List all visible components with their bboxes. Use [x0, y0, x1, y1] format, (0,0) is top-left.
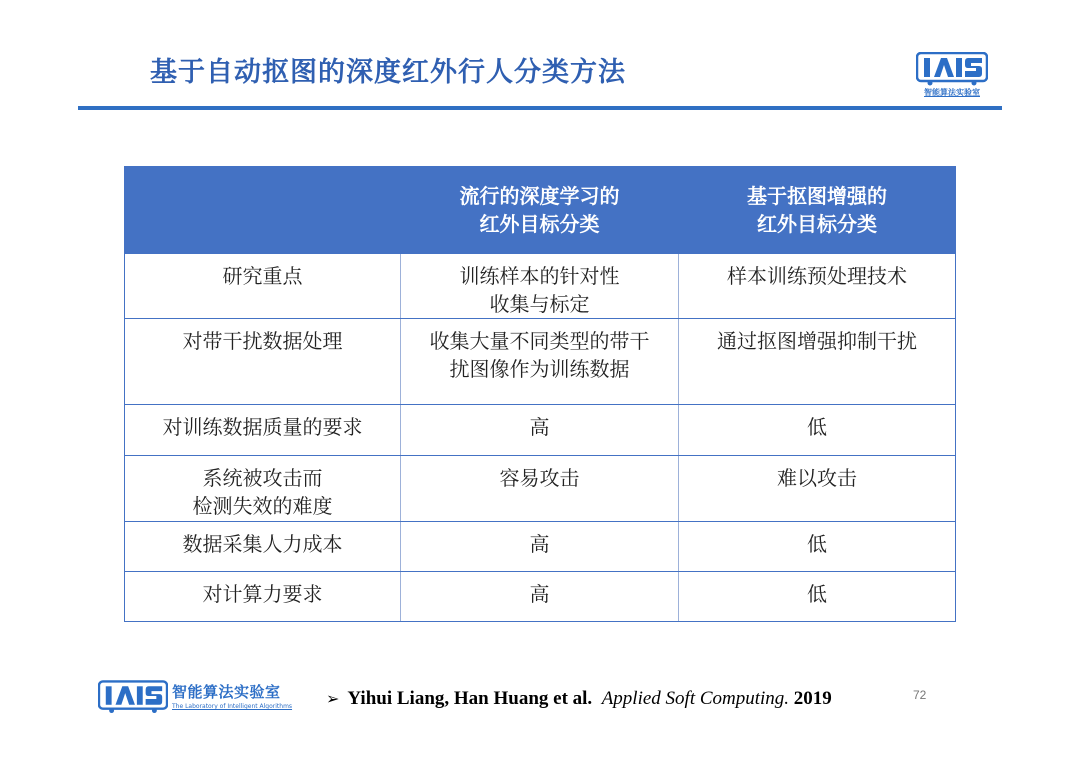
row-popular: 高	[401, 522, 679, 572]
row-popular: 收集大量不同类型的带干 扰图像作为训练数据	[401, 319, 679, 405]
row-proposed: 低	[679, 572, 956, 622]
table-row	[125, 319, 956, 405]
slide-title: 基于自动抠图的深度红外行人分类方法	[150, 57, 626, 88]
footer-lab-logo	[98, 679, 293, 715]
row-aspect: 系统被攻击而 检测失效的难度	[125, 456, 401, 522]
arrow-bullet-icon: ➢	[326, 691, 340, 708]
footer-lab-name-cn: 智能算法实验室	[172, 683, 281, 701]
iais-logo-icon	[916, 52, 988, 86]
row-proposed: 低	[679, 522, 956, 572]
row-popular: 高	[401, 572, 679, 622]
header-proposed-method: 基于抠图增强的 红外目标分类	[679, 167, 956, 254]
row-aspect: 对计算力要求	[125, 572, 401, 622]
citation-authors: Yihui Liang, Han Huang et al.	[347, 688, 593, 709]
row-aspect: 数据采集人力成本	[125, 522, 401, 572]
title-underline	[78, 106, 1002, 110]
header-popular-method: 流行的深度学习的 红外目标分类	[401, 167, 679, 254]
row-popular: 高	[401, 405, 679, 456]
row-aspect: 对训练数据质量的要求	[125, 405, 401, 456]
citation	[326, 688, 832, 710]
comparison-table	[124, 166, 956, 622]
lab-logo	[916, 52, 988, 100]
citation-journal: Applied Soft Computing.	[601, 688, 790, 709]
row-proposed: 样本训练预处理技术	[679, 254, 956, 319]
lab-name-cn: 智能算法实验室	[924, 88, 980, 97]
row-popular: 训练样本的针对性 收集与标定	[401, 254, 679, 319]
row-proposed: 难以攻击	[679, 456, 956, 522]
page-number: 72	[913, 688, 927, 702]
table-row	[125, 405, 956, 456]
table-row	[125, 572, 956, 622]
header-aspect	[125, 167, 401, 254]
iais-logo-icon	[98, 679, 168, 715]
footer-lab-name-en: The Laboratory of Intelligent Algorithms	[172, 703, 293, 710]
row-aspect: 研究重点	[125, 254, 401, 319]
citation-year: 2019	[793, 688, 832, 709]
row-proposed: 低	[679, 405, 956, 456]
row-proposed: 通过抠图增强抑制干扰	[679, 319, 956, 405]
table-row	[125, 456, 956, 522]
table-row	[125, 254, 956, 319]
row-popular: 容易攻击	[401, 456, 679, 522]
table-header-row	[125, 167, 956, 254]
row-aspect: 对带干扰数据处理	[125, 319, 401, 405]
table-row	[125, 522, 956, 572]
